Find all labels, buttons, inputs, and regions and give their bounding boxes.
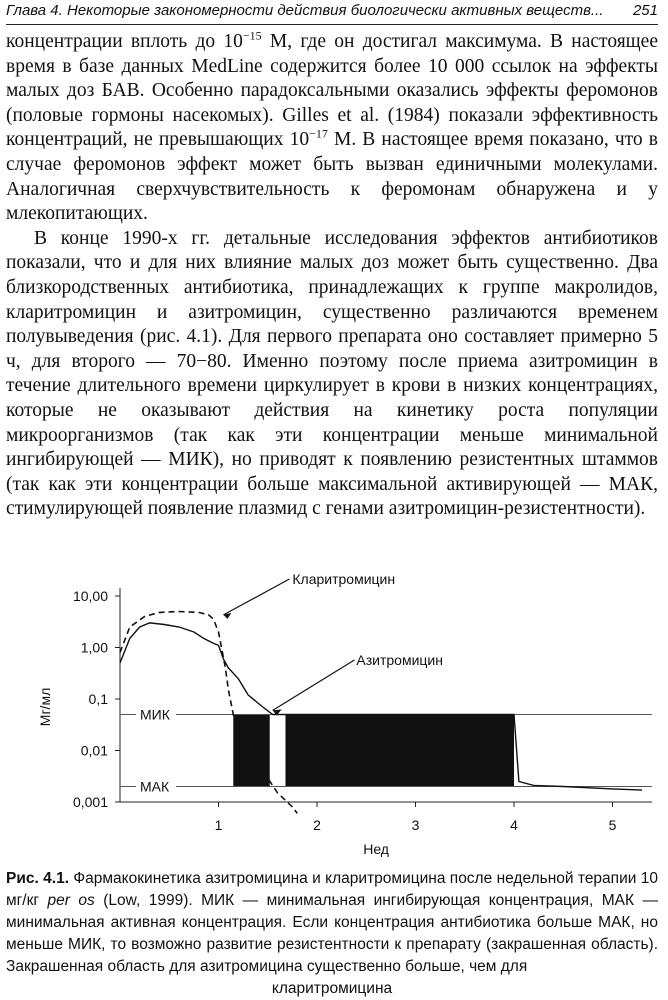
x-tick-label-3: 4	[510, 817, 518, 833]
y-tick-label-2: 0,1	[88, 691, 108, 707]
shaded-region-0	[233, 715, 269, 787]
p1-part-c: М. В настоящее время показано, что в случае феромонов эффект может быть вызван единичными молекулами. Аналогичная сверхчувствительность к феромонам обнаружена и у млекопитающих.	[6, 129, 658, 225]
reference-label-0: МИК	[140, 706, 170, 723]
x-axis-label: Нед	[363, 841, 389, 857]
reference-label-1: МАК	[140, 778, 170, 795]
running-header	[6, 2, 658, 25]
x-tick-label-0: 1	[214, 817, 223, 833]
x-tick-label-1: 2	[313, 817, 321, 833]
shaded-region-1	[285, 715, 514, 787]
paragraph-1	[6, 30, 658, 227]
exponent-1: −15	[242, 28, 262, 43]
annotation-leader-1	[273, 660, 355, 710]
exponent-2: −17	[309, 126, 328, 141]
figure-caption	[6, 868, 658, 1000]
chapter-title: Глава 4. Некоторые закономерности действия биологически активных веществ...	[6, 2, 604, 19]
y-tick-label-4: 0,001	[72, 794, 108, 810]
page-number: 251	[632, 2, 658, 19]
caption-text-a: Фармакокинетика азитромицина и кларитромицина после недельной терапии 10 мг/кг	[6, 870, 658, 909]
p1-part-a: концентрации вплоть до 10	[6, 31, 243, 52]
caption-text-last: кларитромицина	[271, 980, 393, 997]
annotation-leader-0	[223, 579, 289, 615]
x-tick-label-2: 3	[411, 817, 420, 833]
y-axis-label: Мг/мл	[37, 687, 53, 727]
x-tick-label-4: 5	[608, 817, 617, 833]
p1-part-b: М, где он достигал максимума. В настоящее время в базе данных MedLine содержится более 10 000 ссылок на эффекты малых доз БАВ. Особенно парадоксальными оказались эффекты феромонов (половые гормоны насекомых). Gilles et al. (1984) показали эффективность концентраций, не превышающих 10	[6, 31, 658, 151]
caption-label: Рис. 4.1.	[6, 870, 70, 887]
annotation-0: Кларитромицин	[292, 571, 396, 587]
y-tick-label-0: 10,00	[72, 588, 108, 604]
body-text	[6, 30, 658, 522]
caption-text-b: (Low, 1999). МИК — минимальная ингибирующая концентрация, МАК — минимальная активная концентрация. Если концентрация антибиотика больше МАК, но меньше МИК, то возможно развитие резистентности к препарату (закрашенная область). Закрашенная область для азитромицина существенно больше, чем для	[6, 892, 658, 975]
y-tick-label-1: 1,00	[80, 639, 108, 656]
pharmacokinetics-chart	[0, 570, 668, 862]
caption-per-os: per os	[47, 892, 95, 909]
paragraph-2: В конце 1990-х гг. детальные исследования эффектов антибиотиков показали, что и для них влияние малых доз может быть существенно. Два близкородственных антибиотика, принадлежащих к группе макролидов, кларитромицин и азитромицин, существенно различаются временем полувыведения (рис. 4.1). Для первого препарата оно составляет примерно 5 ч, для второго — 70−80. Именно поэтому после приема азитромицин в течение длительного времени циркулирует в крови в низких концентрациях, которые не оказывают действия на кинетику роста популяции микроорганизмов (так как эти концентрации меньше минимальной ингибирующей — МИК), но приводят к появлению резистентных штаммов (так как эти концентрации больше максимальной активирующей — МАК, стимулирующей появление плазмид с генами азитромицин-резистентности).	[6, 227, 658, 520]
y-tick-label-3: 0,01	[80, 742, 108, 759]
annotation-1: Азитромицин	[356, 652, 443, 668]
